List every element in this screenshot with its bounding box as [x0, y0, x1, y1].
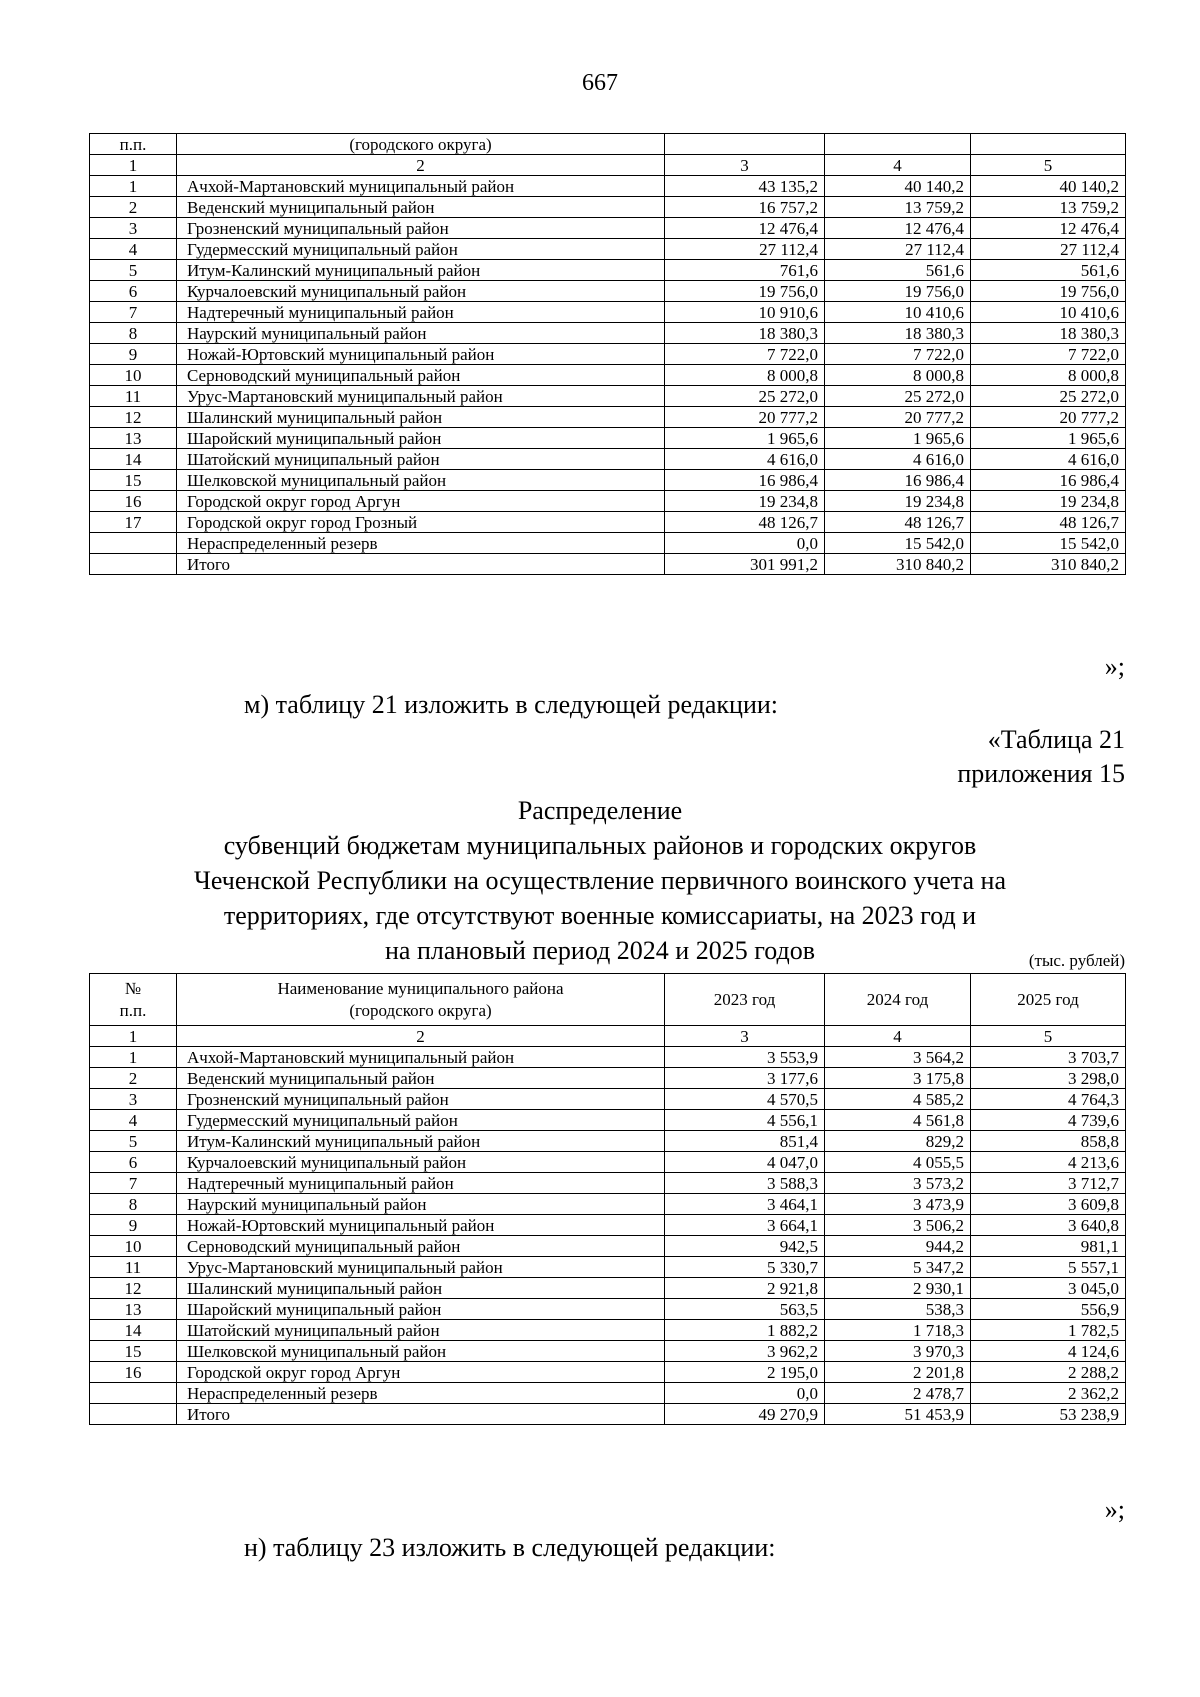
value-2024: 7 722,0	[825, 344, 971, 365]
value-2024: 16 986,4	[825, 470, 971, 491]
value-2023: 2 195,0	[665, 1362, 825, 1383]
value-2025: 310 840,2	[971, 554, 1126, 575]
row-name: Грозненский муниципальный район	[177, 218, 665, 239]
header-cell: 4	[825, 155, 971, 176]
value-2023: 942,5	[665, 1236, 825, 1257]
value-2025: 19 756,0	[971, 281, 1126, 302]
row-name: Итого	[177, 554, 665, 575]
value-2024: 2 478,7	[825, 1383, 971, 1404]
row-number: 14	[90, 449, 177, 470]
row-name: Шатойский муниципальный район	[177, 1320, 665, 1341]
row-name: Шелковской муниципальный район	[177, 1341, 665, 1362]
table-row	[90, 197, 1126, 218]
row-name: Нераспределенный резерв	[177, 1383, 665, 1404]
row-number: 4	[90, 239, 177, 260]
table-row	[90, 176, 1126, 197]
table-header-row	[90, 134, 1126, 155]
value-2025: 16 986,4	[971, 470, 1126, 491]
value-2024: 1 718,3	[825, 1320, 971, 1341]
row-number: 11	[90, 1257, 177, 1278]
value-2023: 43 135,2	[665, 176, 825, 197]
value-2024: 48 126,7	[825, 512, 971, 533]
table-21-previous	[89, 133, 1126, 575]
header-cell	[665, 134, 825, 155]
row-name: Ножай-Юртовский муниципальный район	[177, 1215, 665, 1236]
row-number	[90, 1404, 177, 1425]
value-2025: 556,9	[971, 1299, 1126, 1320]
value-2024: 13 759,2	[825, 197, 971, 218]
row-number: 15	[90, 470, 177, 491]
row-name: Гудермесский муниципальный район	[177, 1110, 665, 1131]
table-row	[90, 218, 1126, 239]
row-name: Нераспределенный резерв	[177, 533, 665, 554]
value-2025: 19 234,8	[971, 491, 1126, 512]
row-name: Шаройский муниципальный район	[177, 428, 665, 449]
value-2025: 25 272,0	[971, 386, 1126, 407]
index-cell: 2	[177, 1026, 665, 1047]
table-row	[90, 1152, 1126, 1173]
value-2025: 3 640,8	[971, 1215, 1126, 1236]
row-name: Шалинский муниципальный район	[177, 407, 665, 428]
value-2025: 4 616,0	[971, 449, 1126, 470]
value-2024: 18 380,3	[825, 323, 971, 344]
title-line: на плановый период 2024 и 2025 годов	[385, 936, 815, 965]
header-cell: 1	[90, 155, 177, 176]
table-row	[90, 1257, 1126, 1278]
value-2023: 27 112,4	[665, 239, 825, 260]
row-name: Ачхой-Мартановский муниципальный район	[177, 176, 665, 197]
value-2023: 20 777,2	[665, 407, 825, 428]
table-row	[90, 1194, 1126, 1215]
table-row	[90, 239, 1126, 260]
page-number: 667	[582, 70, 618, 96]
value-2024: 40 140,2	[825, 176, 971, 197]
row-number: 13	[90, 1299, 177, 1320]
value-2025: 3 712,7	[971, 1173, 1126, 1194]
row-number: 1	[90, 176, 177, 197]
paragraph-n: н) таблицу 23 изложить в следующей редакции:	[244, 1533, 776, 1562]
row-name: Итум-Калинский муниципальный район	[177, 1131, 665, 1152]
header-number: № п.п.	[90, 974, 177, 1026]
table-row	[90, 386, 1126, 407]
header-cell: 2	[177, 155, 665, 176]
value-2023: 2 921,8	[665, 1278, 825, 1299]
row-number: 11	[90, 386, 177, 407]
value-2024: 8 000,8	[825, 365, 971, 386]
table-closer-2: »;	[1104, 1495, 1125, 1524]
header-cell: 5	[971, 155, 1126, 176]
value-2024: 1 965,6	[825, 428, 971, 449]
value-2023: 8 000,8	[665, 365, 825, 386]
value-2024: 944,2	[825, 1236, 971, 1257]
value-2023: 19 234,8	[665, 491, 825, 512]
row-name: Урус-Мартановский муниципальный район	[177, 1257, 665, 1278]
row-name: Надтеречный муниципальный район	[177, 1173, 665, 1194]
table-row	[90, 260, 1126, 281]
value-2024: 3 564,2	[825, 1047, 971, 1068]
row-name: Шалинский муниципальный район	[177, 1278, 665, 1299]
row-name: Городской округ город Аргун	[177, 491, 665, 512]
value-2024: 829,2	[825, 1131, 971, 1152]
value-2025: 20 777,2	[971, 407, 1126, 428]
row-number: 9	[90, 1215, 177, 1236]
row-number: 14	[90, 1320, 177, 1341]
value-2024: 4 616,0	[825, 449, 971, 470]
value-2023: 12 476,4	[665, 218, 825, 239]
value-2023: 3 177,6	[665, 1068, 825, 1089]
header-cell: (городского округа)	[177, 134, 665, 155]
table-row	[90, 365, 1126, 386]
table-row	[90, 323, 1126, 344]
table-row	[90, 1089, 1126, 1110]
value-2023: 49 270,9	[665, 1404, 825, 1425]
table-row	[90, 1299, 1126, 1320]
value-2024: 3 970,3	[825, 1341, 971, 1362]
table-closer-1: »;	[1104, 652, 1125, 681]
row-name: Наурский муниципальный район	[177, 323, 665, 344]
value-2023: 0,0	[665, 533, 825, 554]
value-2025: 10 410,6	[971, 302, 1126, 323]
value-2024: 3 175,8	[825, 1068, 971, 1089]
row-name: Городской округ город Аргун	[177, 1362, 665, 1383]
value-2023: 25 272,0	[665, 386, 825, 407]
value-2025: 15 542,0	[971, 533, 1126, 554]
value-2023: 3 588,3	[665, 1173, 825, 1194]
row-number: 6	[90, 1152, 177, 1173]
value-2025: 858,8	[971, 1131, 1126, 1152]
index-cell: 1	[90, 1026, 177, 1047]
row-number: 7	[90, 1173, 177, 1194]
row-name: Шелковской муниципальный район	[177, 470, 665, 491]
value-2024: 3 473,9	[825, 1194, 971, 1215]
value-2025: 12 476,4	[971, 218, 1126, 239]
value-2023: 5 330,7	[665, 1257, 825, 1278]
row-name: Веденский муниципальный район	[177, 1068, 665, 1089]
table-row	[90, 1068, 1126, 1089]
row-name: Шаройский муниципальный район	[177, 1299, 665, 1320]
value-2025: 3 298,0	[971, 1068, 1126, 1089]
value-2023: 1 965,6	[665, 428, 825, 449]
value-2023: 10 910,6	[665, 302, 825, 323]
row-name: Итум-Калинский муниципальный район	[177, 260, 665, 281]
value-2023: 301 991,2	[665, 554, 825, 575]
value-2025: 1 965,6	[971, 428, 1126, 449]
row-number: 13	[90, 428, 177, 449]
table-row	[90, 449, 1126, 470]
row-number: 5	[90, 260, 177, 281]
value-2023: 851,4	[665, 1131, 825, 1152]
value-2024: 19 234,8	[825, 491, 971, 512]
row-number: 9	[90, 344, 177, 365]
table-row	[90, 1047, 1126, 1068]
value-2025: 4 764,3	[971, 1089, 1126, 1110]
value-2025: 53 238,9	[971, 1404, 1126, 1425]
row-number: 8	[90, 323, 177, 344]
value-2023: 3 962,2	[665, 1341, 825, 1362]
table-row	[90, 344, 1126, 365]
value-2023: 1 882,2	[665, 1320, 825, 1341]
value-2025: 4 124,6	[971, 1341, 1126, 1362]
row-name: Серноводский муниципальный район	[177, 365, 665, 386]
row-number: 3	[90, 1089, 177, 1110]
row-number	[90, 533, 177, 554]
header-cell: п.п.	[90, 134, 177, 155]
header-cell	[825, 134, 971, 155]
table-row	[90, 1236, 1126, 1257]
row-number: 2	[90, 197, 177, 218]
value-2023: 48 126,7	[665, 512, 825, 533]
value-2025: 48 126,7	[971, 512, 1126, 533]
value-2023: 761,6	[665, 260, 825, 281]
value-2025: 4 213,6	[971, 1152, 1126, 1173]
value-2025: 18 380,3	[971, 323, 1126, 344]
table-header-row	[90, 155, 1126, 176]
value-2025: 2 362,2	[971, 1383, 1126, 1404]
header-cell: 3	[665, 155, 825, 176]
row-name: Городской округ город Грозный	[177, 512, 665, 533]
value-2023: 4 047,0	[665, 1152, 825, 1173]
row-name: Итого	[177, 1404, 665, 1425]
row-number	[90, 554, 177, 575]
title-line: Чеченской Республики на осуществление первичного воинского учета на	[194, 866, 1006, 895]
value-2023: 4 616,0	[665, 449, 825, 470]
value-2025: 3 609,8	[971, 1194, 1126, 1215]
row-name: Наурский муниципальный район	[177, 1194, 665, 1215]
value-2023: 563,5	[665, 1299, 825, 1320]
value-2023: 19 756,0	[665, 281, 825, 302]
units-note: (тыс. рублей)	[1028, 951, 1125, 970]
table-row	[90, 1173, 1126, 1194]
value-2024: 51 453,9	[825, 1404, 971, 1425]
header-2024: 2024 год	[825, 974, 971, 1026]
value-2024: 4 585,2	[825, 1089, 971, 1110]
value-2024: 310 840,2	[825, 554, 971, 575]
table-row	[90, 1278, 1126, 1299]
title-line: Распределение	[517, 796, 683, 825]
row-name: Ачхой-Мартановский муниципальный район	[177, 1047, 665, 1068]
value-2023: 18 380,3	[665, 323, 825, 344]
value-2024: 19 756,0	[825, 281, 971, 302]
value-2023: 3 553,9	[665, 1047, 825, 1068]
row-name: Грозненский муниципальный район	[177, 1089, 665, 1110]
row-number: 16	[90, 491, 177, 512]
index-cell: 5	[971, 1026, 1126, 1047]
table-row	[90, 1341, 1126, 1362]
value-2023: 3 664,1	[665, 1215, 825, 1236]
value-2025: 4 739,6	[971, 1110, 1126, 1131]
value-2024: 15 542,0	[825, 533, 971, 554]
value-2025: 3 703,7	[971, 1047, 1126, 1068]
row-number: 4	[90, 1110, 177, 1131]
row-name: Курчалоевский муниципальный район	[177, 1152, 665, 1173]
table-row	[90, 1215, 1126, 1236]
value-2025: 5 557,1	[971, 1257, 1126, 1278]
value-2025: 561,6	[971, 260, 1126, 281]
value-2025: 3 045,0	[971, 1278, 1126, 1299]
table-21	[89, 973, 1126, 1425]
value-2024: 20 777,2	[825, 407, 971, 428]
table-label-line-1: «Таблица 21	[987, 725, 1125, 754]
row-number: 5	[90, 1131, 177, 1152]
value-2024: 561,6	[825, 260, 971, 281]
row-number: 12	[90, 407, 177, 428]
table-row	[90, 428, 1126, 449]
value-2024: 4 561,8	[825, 1110, 971, 1131]
row-number: 6	[90, 281, 177, 302]
row-number: 12	[90, 1278, 177, 1299]
table-row	[90, 1131, 1126, 1152]
value-2023: 7 722,0	[665, 344, 825, 365]
row-name: Курчалоевский муниципальный район	[177, 281, 665, 302]
value-2024: 538,3	[825, 1299, 971, 1320]
row-number: 7	[90, 302, 177, 323]
row-number: 15	[90, 1341, 177, 1362]
table-label-line-2: приложения 15	[957, 759, 1125, 788]
table-row	[90, 533, 1126, 554]
header-2023: 2023 год	[665, 974, 825, 1026]
row-name: Веденский муниципальный район	[177, 197, 665, 218]
row-number: 2	[90, 1068, 177, 1089]
column-index-row	[90, 1026, 1126, 1047]
table-row	[90, 281, 1126, 302]
header-cell	[971, 134, 1126, 155]
value-2023: 4 556,1	[665, 1110, 825, 1131]
row-number: 3	[90, 218, 177, 239]
value-2024: 10 410,6	[825, 302, 971, 323]
row-number	[90, 1383, 177, 1404]
value-2025: 981,1	[971, 1236, 1126, 1257]
table-row	[90, 491, 1126, 512]
table-row	[90, 1362, 1126, 1383]
index-cell: 4	[825, 1026, 971, 1047]
row-number: 17	[90, 512, 177, 533]
table-row	[90, 554, 1126, 575]
table-row	[90, 1110, 1126, 1131]
value-2023: 3 464,1	[665, 1194, 825, 1215]
table-row	[90, 512, 1126, 533]
row-number: 8	[90, 1194, 177, 1215]
index-cell: 3	[665, 1026, 825, 1047]
value-2024: 3 573,2	[825, 1173, 971, 1194]
value-2025: 7 722,0	[971, 344, 1126, 365]
table-row	[90, 407, 1126, 428]
value-2024: 5 347,2	[825, 1257, 971, 1278]
value-2024: 3 506,2	[825, 1215, 971, 1236]
value-2025: 13 759,2	[971, 197, 1126, 218]
value-2024: 27 112,4	[825, 239, 971, 260]
row-name: Гудермесский муниципальный район	[177, 239, 665, 260]
row-name: Надтеречный муниципальный район	[177, 302, 665, 323]
row-number: 16	[90, 1362, 177, 1383]
value-2024: 25 272,0	[825, 386, 971, 407]
row-number: 10	[90, 365, 177, 386]
value-2024: 2 201,8	[825, 1362, 971, 1383]
value-2023: 16 757,2	[665, 197, 825, 218]
value-2023: 16 986,4	[665, 470, 825, 491]
row-name: Серноводский муниципальный район	[177, 1236, 665, 1257]
paragraph-m: м) таблицу 21 изложить в следующей редакции:	[244, 690, 779, 719]
value-2023: 4 570,5	[665, 1089, 825, 1110]
value-2025: 8 000,8	[971, 365, 1126, 386]
header-name: Наименование муниципального района (городского округа)	[177, 974, 665, 1026]
row-number: 1	[90, 1047, 177, 1068]
table-title	[0, 793, 1200, 968]
header-2025: 2025 год	[971, 974, 1126, 1026]
value-2025: 1 782,5	[971, 1320, 1126, 1341]
row-name: Шатойский муниципальный район	[177, 449, 665, 470]
value-2024: 4 055,5	[825, 1152, 971, 1173]
row-name: Ножай-Юртовский муниципальный район	[177, 344, 665, 365]
table-header-row	[90, 974, 1126, 1026]
row-number: 10	[90, 1236, 177, 1257]
value-2025: 2 288,2	[971, 1362, 1126, 1383]
table-row	[90, 1404, 1126, 1425]
title-line: территориях, где отсутствуют военные комиссариаты, на 2023 год и	[223, 901, 977, 930]
title-line: субвенций бюджетам муниципальных районов и городских округов	[223, 831, 977, 860]
table-row	[90, 470, 1126, 491]
row-name: Урус-Мартановский муниципальный район	[177, 386, 665, 407]
value-2023: 0,0	[665, 1383, 825, 1404]
value-2024: 12 476,4	[825, 218, 971, 239]
value-2025: 40 140,2	[971, 176, 1126, 197]
table-row	[90, 302, 1126, 323]
table-row	[90, 1320, 1126, 1341]
value-2024: 2 930,1	[825, 1278, 971, 1299]
table-row	[90, 1383, 1126, 1404]
value-2025: 27 112,4	[971, 239, 1126, 260]
